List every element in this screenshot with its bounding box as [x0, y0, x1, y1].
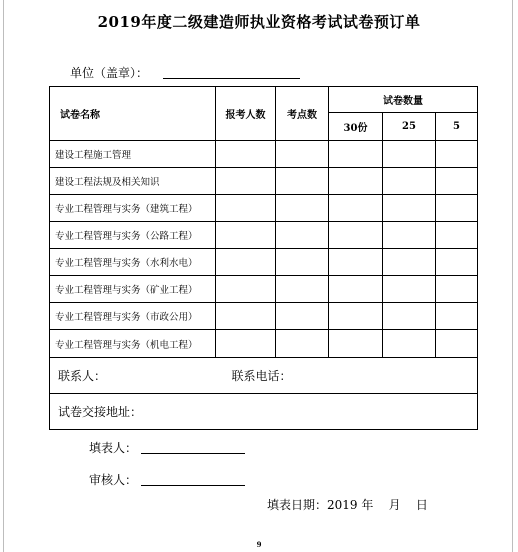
- table-row: [50, 222, 478, 249]
- exam-name-cell: 专业工程管理与实务（机电工程）: [50, 330, 216, 358]
- exam-name-cell: 专业工程管理与实务（公路工程）: [50, 222, 216, 249]
- table-row: [50, 141, 478, 168]
- table-row: [50, 303, 478, 330]
- table-row: [50, 195, 478, 222]
- filler-label: 填表人：: [89, 441, 138, 455]
- applicants-cell[interactable]: [216, 168, 276, 195]
- qty-30-cell[interactable]: [329, 195, 383, 222]
- page-title: 2019年度二级建造师执业资格考试试卷预订单: [97, 13, 421, 31]
- qty-25-cell[interactable]: [383, 303, 436, 330]
- exam-name-cell: 专业工程管理与实务（市政公用）: [50, 303, 216, 330]
- header-exam-sites: 考点数: [276, 87, 329, 141]
- applicants-cell[interactable]: [216, 222, 276, 249]
- exam-name-cell: 专业工程管理与实务（建筑工程）: [50, 195, 216, 222]
- exam-sites-cell[interactable]: [276, 330, 329, 358]
- header-paper-quantity: 试卷数量: [329, 87, 478, 113]
- qty-25-cell[interactable]: [383, 249, 436, 276]
- address-label: 试卷交接地址：: [50, 394, 478, 430]
- exam-sites-cell[interactable]: [276, 168, 329, 195]
- unit-input-line[interactable]: [163, 78, 300, 79]
- qty-5-cell[interactable]: [436, 276, 478, 303]
- header-applicants: 报考人数: [216, 87, 276, 141]
- qty-25-cell[interactable]: [383, 276, 436, 303]
- reviewer-input-line[interactable]: [141, 485, 245, 486]
- qty-5-cell[interactable]: [436, 195, 478, 222]
- qty-5-cell[interactable]: [436, 249, 478, 276]
- qty-5-cell[interactable]: [436, 303, 478, 330]
- exam-name-cell: 专业工程管理与实务（水利水电）: [50, 249, 216, 276]
- applicants-cell[interactable]: [216, 249, 276, 276]
- qty-30-cell[interactable]: [329, 141, 383, 168]
- exam-name-cell: 建设工程法规及相关知识: [50, 168, 216, 195]
- left-frame-edge: [3, 0, 4, 552]
- exam-name-cell: 建设工程施工管理: [50, 141, 216, 168]
- qty-30-cell[interactable]: [329, 222, 383, 249]
- qty-30-cell[interactable]: [329, 249, 383, 276]
- contact-label: 联系人：: [58, 369, 107, 383]
- unit-label: 单位（盖章）：: [70, 66, 149, 80]
- page-number: 9: [256, 540, 262, 549]
- right-frame-edge: [512, 0, 513, 552]
- header-exam-name: 试卷名称: [50, 87, 216, 141]
- qty-25-cell[interactable]: [383, 330, 436, 358]
- applicants-cell[interactable]: [216, 330, 276, 358]
- qty-30-cell[interactable]: [329, 303, 383, 330]
- qty-5-cell[interactable]: [436, 168, 478, 195]
- exam-sites-cell[interactable]: [276, 249, 329, 276]
- exam-sites-cell[interactable]: [276, 276, 329, 303]
- filler-input-line[interactable]: [141, 453, 245, 454]
- header-qty-5: 5: [436, 113, 478, 141]
- qty-25-cell[interactable]: [383, 195, 436, 222]
- qty-30-cell[interactable]: [329, 330, 383, 358]
- qty-30-cell[interactable]: [329, 168, 383, 195]
- address-row: [50, 394, 478, 430]
- exam-sites-cell[interactable]: [276, 303, 329, 330]
- contact-row: [50, 358, 478, 394]
- reviewer-label: 审核人：: [89, 473, 138, 487]
- exam-name-cell: 专业工程管理与实务（矿业工程）: [50, 276, 216, 303]
- table-row: [50, 168, 478, 195]
- table-row: [50, 330, 478, 358]
- applicants-cell[interactable]: [216, 195, 276, 222]
- applicants-cell[interactable]: [216, 141, 276, 168]
- table-row: [50, 276, 478, 303]
- applicants-cell[interactable]: [216, 276, 276, 303]
- exam-sites-cell[interactable]: [276, 195, 329, 222]
- phone-label: 联系电话：: [231, 369, 292, 383]
- qty-5-cell[interactable]: [436, 141, 478, 168]
- qty-25-cell[interactable]: [383, 222, 436, 249]
- header-qty-25: 25: [383, 113, 436, 141]
- order-table: [49, 86, 478, 430]
- exam-sites-cell[interactable]: [276, 222, 329, 249]
- qty-25-cell[interactable]: [383, 141, 436, 168]
- qty-30-cell[interactable]: [329, 276, 383, 303]
- qty-25-cell[interactable]: [383, 168, 436, 195]
- qty-5-cell[interactable]: [436, 222, 478, 249]
- qty-5-cell[interactable]: [436, 330, 478, 358]
- exam-sites-cell[interactable]: [276, 141, 329, 168]
- applicants-cell[interactable]: [216, 303, 276, 330]
- table-row: [50, 249, 478, 276]
- fill-date: 填表日期：2019 年 月 日: [267, 498, 428, 512]
- header-qty-30: 30份: [329, 113, 383, 141]
